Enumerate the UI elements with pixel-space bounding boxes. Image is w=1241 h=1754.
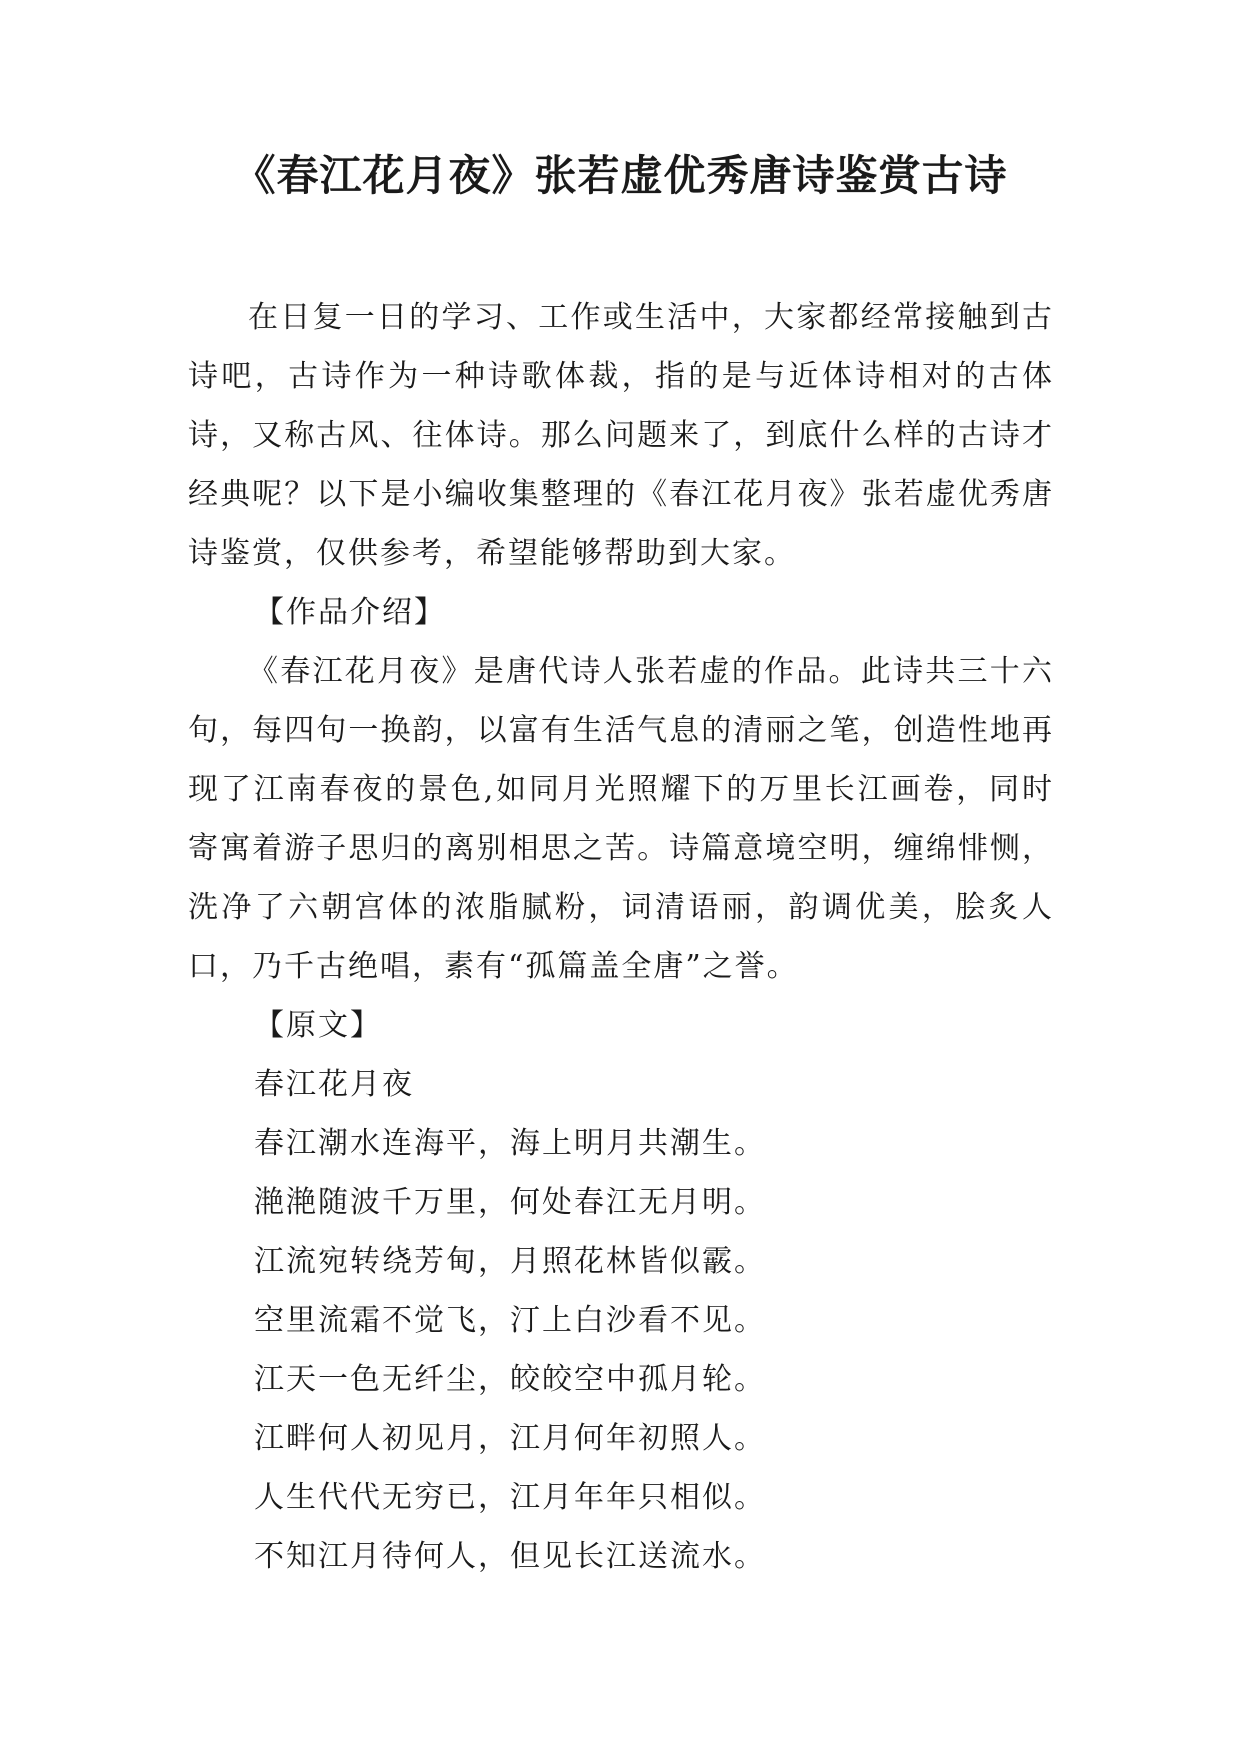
poem-line: 空里流霜不觉飞，汀上白沙看不见。 — [254, 1303, 766, 1338]
poem-title: 春江花月夜 — [254, 1067, 414, 1102]
poem-line: 春江潮水连海平，海上明月共潮生。 — [254, 1126, 766, 1161]
poem-line: 江畔何人初见月，江月何年初照人。 — [254, 1421, 766, 1456]
intro-paragraph: 在日复一日的学习、工作或生活中，大家都经常接触到古诗吧，古诗作为一种诗歌体裁，指的是与近体诗相对的古体诗，又称古风、往体诗。那么问题来了，到底什么样的古诗才经典呢？以下是小编收集整理的《春江花月夜》张若虚优秀唐诗鉴赏，仅供参考，希望能够帮助到大家。 — [188, 300, 1054, 571]
poem-line: 不知江月待何人，但见长江送流水。 — [254, 1539, 766, 1574]
poem-line: 江流宛转绕芳甸，月照花林皆似霰。 — [254, 1244, 766, 1279]
poem-line: 江天一色无纤尘，皎皎空中孤月轮。 — [254, 1362, 766, 1397]
section-heading-intro: 【作品介绍】 — [254, 595, 446, 630]
document-title: 《春江花月夜》张若虚优秀唐诗鉴赏古诗 — [233, 151, 1008, 200]
poem-line: 滟滟随波千万里，何处春江无月明。 — [254, 1185, 766, 1220]
section-heading-original: 【原文】 — [254, 1008, 382, 1043]
poem-line: 人生代代无穷已，江月年年只相似。 — [254, 1480, 766, 1515]
work-intro-paragraph: 《春江花月夜》是唐代诗人张若虚的作品。此诗共三十六句，每四句一换韵，以富有生活气息的清丽之笔，创造性地再现了江南春夜的景色,如同月光照耀下的万里长江画卷，同时寄寓着游子思归的离别相思之苦。诗篇意境空明，缠绵悱恻，洗净了六朝宫体的浓脂腻粉，词清语丽，韵调优美，脍炙人口，乃千古绝唱，素有“孤篇盖全唐”之誉。 — [188, 654, 1054, 984]
document-body — [188, 288, 1054, 1586]
